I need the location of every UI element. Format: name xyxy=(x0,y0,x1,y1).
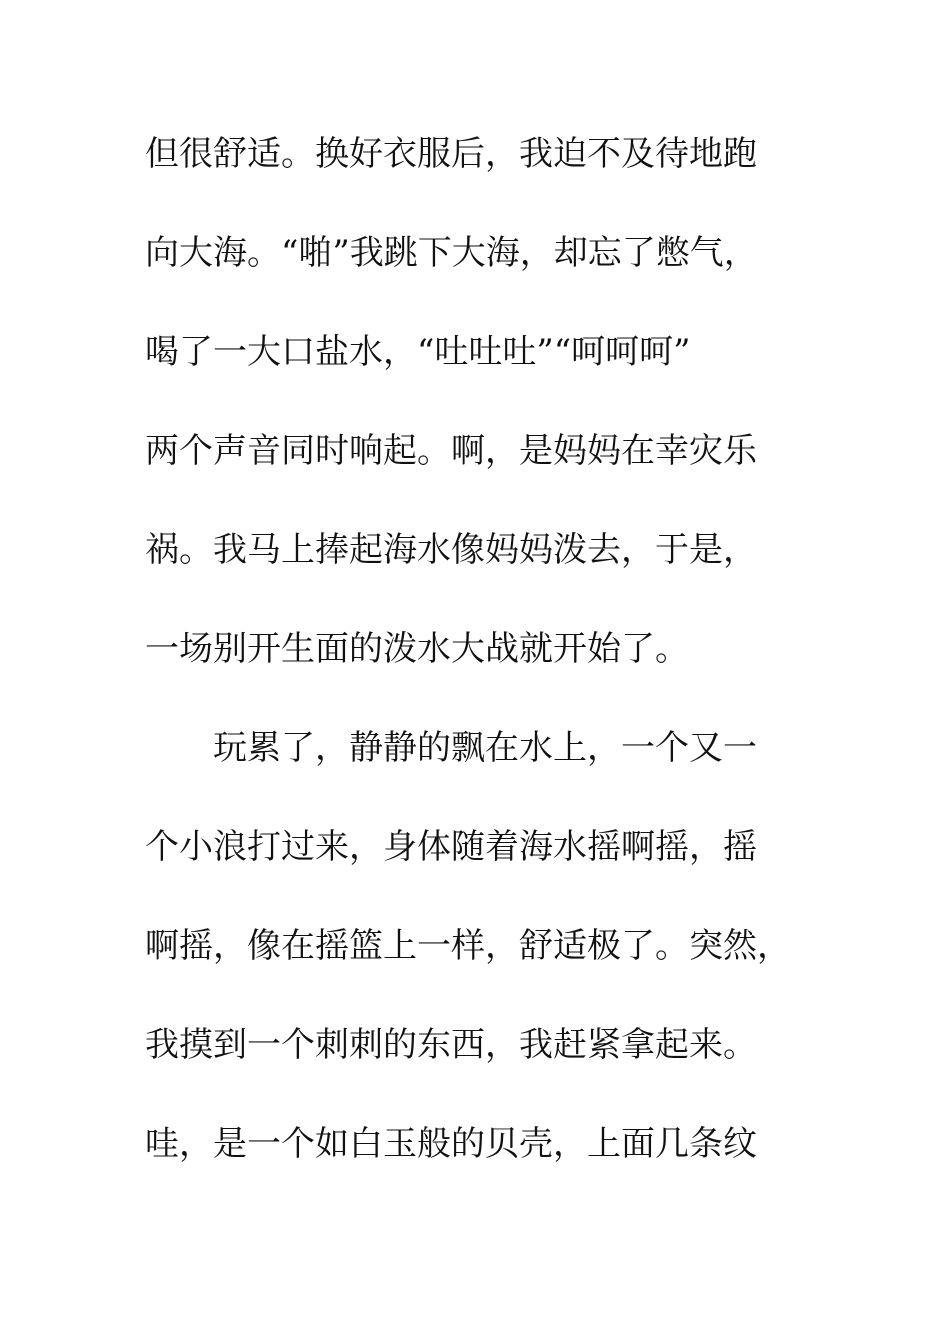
text-line: 一场别开生面的泼水大战就开始了。 xyxy=(145,629,689,669)
paragraph-start-line: 玩累了，静静的飘在水上，一个又一 xyxy=(213,728,757,768)
text-line: 我摸到一个刺刺的东西，我赶紧拿起来。 xyxy=(145,1025,757,1065)
text-line: 啊摇，像在摇篮上一样，舒适极了。突然， xyxy=(145,926,791,966)
text-line: 哇，是一个如白玉般的贝壳，上面几条纹 xyxy=(145,1124,757,1164)
essay-text xyxy=(145,126,805,1215)
text-line: 祸。我马上捧起海水像妈妈泼去，于是， xyxy=(145,530,757,570)
text-line: 向大海。“啪”我跳下大海，却忘了憋气， xyxy=(145,233,758,273)
text-line: 个小浪打过来，身体随着海水摇啊摇，摇 xyxy=(145,827,757,867)
text-line: 但很舒适。换好衣服后，我迫不及待地跑 xyxy=(145,134,757,174)
text-line: 两个声音同时响起。啊，是妈妈在幸灾乐 xyxy=(145,431,757,471)
text-line: 喝了一大口盐水，“吐吐吐”“呵呵呵” xyxy=(145,332,691,372)
